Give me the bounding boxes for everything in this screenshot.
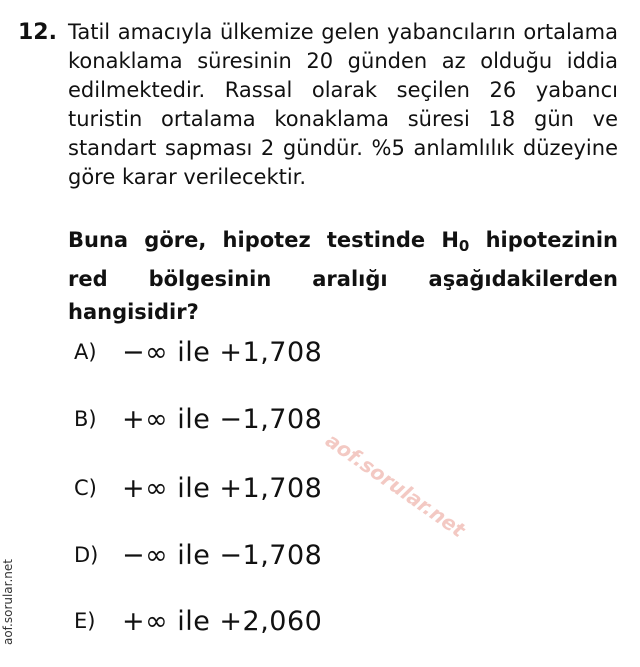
option-e[interactable] [74, 603, 322, 639]
diagonal-watermark: aof.sorular.net [321, 428, 470, 543]
option-c[interactable] [74, 470, 322, 506]
side-watermark: aof.sorular.net [1, 558, 15, 646]
prompt-text-after: hipotezinin red bölgesinin aralığı aşağıdakilerden hangisidir? [68, 228, 618, 324]
prompt-text-before: Buna göre, hipotez testinde H [68, 228, 459, 252]
option-expression: +∞ ile +1,708 [122, 472, 323, 504]
option-letter: C) [74, 476, 97, 500]
prompt-subscript: 0 [458, 237, 470, 255]
option-a[interactable] [74, 334, 322, 370]
option-expression: −∞ ile +1,708 [122, 336, 323, 368]
option-letter: E) [74, 609, 96, 633]
option-b[interactable] [74, 401, 322, 437]
option-d[interactable] [74, 537, 322, 573]
option-expression: +∞ ile −1,708 [122, 403, 323, 435]
question-number: 12. [18, 20, 57, 45]
option-expression: −∞ ile −1,708 [122, 539, 323, 571]
question-prompt [68, 224, 618, 329]
option-letter: D) [74, 543, 99, 567]
option-expression: +∞ ile +2,060 [122, 605, 323, 637]
option-letter: B) [74, 407, 97, 431]
question-stem: Tatil amacıyla ülkemize gelen yabancıların ortalama konaklama süresinin 20 günden az olduğu iddia edilmektedir. Rassal olarak seçilen 26 yabancı turistin ortalama konaklama süresi 18 gün ve standart sapması 2 gündür. %5 anlamlılık düzeyine göre karar verilecektir. [68, 20, 618, 189]
option-letter: A) [74, 340, 97, 364]
